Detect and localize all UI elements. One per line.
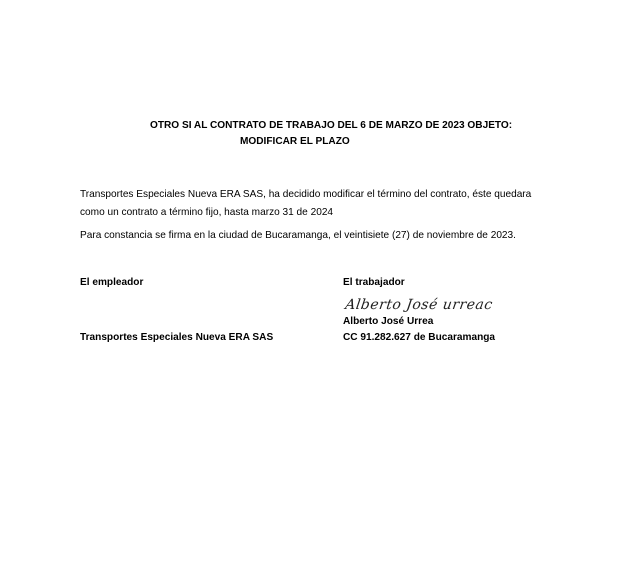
- worker-name: Alberto José Urrea: [343, 316, 434, 327]
- worker-id: CC 91.282.627 de Bucaramanga: [343, 332, 496, 343]
- worker-signature: Alberto José urreac: [344, 297, 494, 313]
- body-paragraph-1-line-2: como un contrato a término fijo, hasta marzo 31 de 2024: [80, 207, 334, 218]
- worker-label: El trabajador: [343, 277, 405, 288]
- employer-label: El empleador: [80, 277, 144, 288]
- body-paragraph-1-line-1: Transportes Especiales Nueva ERA SAS, ha decidido modificar el término del contrato, éste quedara: [80, 189, 532, 200]
- employer-name: Transportes Especiales Nueva ERA SAS: [80, 332, 274, 343]
- title-line-1: OTRO SI AL CONTRATO DE TRABAJO DEL 6 DE MARZO DE 2023 OBJETO:: [150, 120, 513, 131]
- body-paragraph-2: Para constancia se firma en la ciudad de Bucaramanga, el veintisiete (27) de noviembre de 2023.: [80, 230, 516, 241]
- title-line-2: MODIFICAR EL PLAZO: [240, 136, 350, 147]
